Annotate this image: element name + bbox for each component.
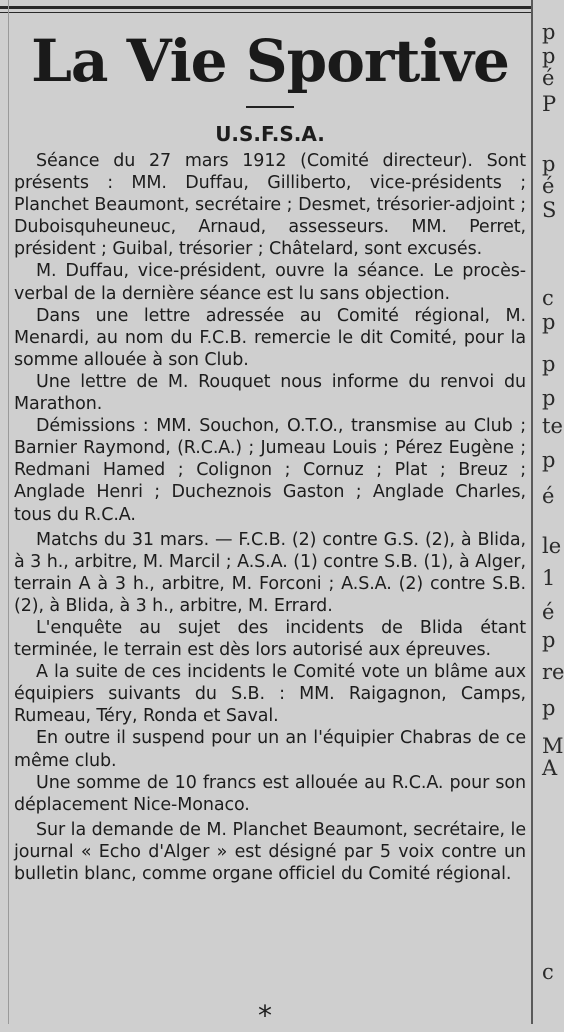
article-paragraph: Démissions : MM. Souchon, O.T.O., transmise au Club ; Barnier Raymond, (R.C.A.) ; Jumeau Louis ; Pérez Eugène ; Redmani Hamed ; Colignon ; Cornuz ; Plat ; Breuz ; Anglade Henri ; Ducheznois Gaston ; Anglade Charles, tous du R.C.A. (14, 416, 526, 525)
edge-letter: é (542, 174, 555, 198)
article-paragraph: L'enquête au sujet des incidents de Blida étant terminée, le terrain est dès lors autorisé aux épreuves. (14, 617, 526, 661)
edge-letter: p (542, 44, 556, 68)
edge-letter: M (542, 734, 564, 758)
article-paragraph: Une lettre de M. Rouquet nous informe du renvoi du Marathon. (14, 371, 526, 415)
edge-letter: p (542, 386, 556, 410)
edge-letter: P (542, 92, 557, 116)
edge-letter: le (542, 534, 562, 558)
edge-letter: p (542, 628, 556, 652)
edge-letter: p (542, 448, 556, 472)
edge-letter: p (542, 696, 556, 720)
edge-letter: é (542, 600, 555, 624)
article-paragraph: Matchs du 31 mars. — F.C.B. (2) contre G.S. (2), à Blida, à 3 h., arbitre, M. Marcil ; A.S.A. (1) contre S.B. (1), à Alger, terrain A à 3 h., arbitre, M. Forconi ; A.S.A. (2) contre S.B. (2), à Blida, à 3 h., arbitre, M. Errard. (14, 529, 526, 616)
edge-letter: é (542, 484, 555, 508)
edge-letter: A (542, 756, 558, 780)
end-ornament: * (258, 999, 272, 1032)
adjacent-column-fragment (538, 0, 564, 1024)
edge-letter: é (542, 66, 555, 90)
edge-letter: S (542, 198, 557, 222)
edge-letter: 1 (542, 566, 556, 590)
article-paragraph: En outre il suspend pour un an l'équipier Chabras de ce même club. (14, 728, 526, 771)
edge-letter: p (542, 352, 556, 376)
article-paragraph: A la suite de ces incidents le Comité vote un blâme aux équipiers suivants du S.B. : MM. Raigagnon, Camps, Rumeau, Téry, Ronda et Saval. (14, 662, 526, 727)
edge-letter: re (542, 660, 564, 684)
edge-letter: c (542, 286, 554, 310)
left-page-edge (8, 0, 9, 1024)
edge-letter: te (542, 414, 563, 438)
masthead-title: La Vie Sportive (31, 27, 509, 95)
edge-letter: p (542, 20, 556, 44)
top-thin-rule (0, 12, 532, 13)
top-double-rule (0, 6, 532, 9)
article-paragraph: Une somme de 10 francs est allouée au R.C.A. pour son déplacement Nice-Monaco. (14, 772, 526, 815)
edge-letter: c (542, 960, 554, 984)
edge-letter: p (542, 310, 556, 334)
article-paragraph: Sur la demande de M. Planchet Beaumont, secrétaire, le journal « Echo d'Alger » est désigné par 5 voix contre un bulletin blanc, comme organe officiel du Comité régional. (14, 819, 526, 884)
column-separator (531, 0, 533, 1024)
edge-letter: p (542, 152, 556, 176)
article-column (14, 28, 526, 885)
article-paragraph: Dans une lettre adressée au Comité régional, M. Menardi, au nom du F.C.B. remercie le dit Comité, pour la somme allouée à son Club. (14, 305, 526, 370)
article-paragraph: M. Duffau, vice-président, ouvre la séance. Le procès-verbal de la dernière séance est lu sans objection. (14, 261, 526, 304)
title-divider (246, 106, 294, 108)
section-title: U.S.F.S.A. (215, 122, 325, 146)
article-paragraph: Séance du 27 mars 1912 (Comité directeur). Sont présents : MM. Duffau, Gilliberto, vice-présidents ; Planchet Beaumont, secrétaire ; Desmet, trésorier-adjoint ; Duboisquheuneuc, Arnaud, assesseurs. MM. Perret, président ; Guibal, trésorier ; Châtelard, sont excusés. (14, 151, 526, 260)
